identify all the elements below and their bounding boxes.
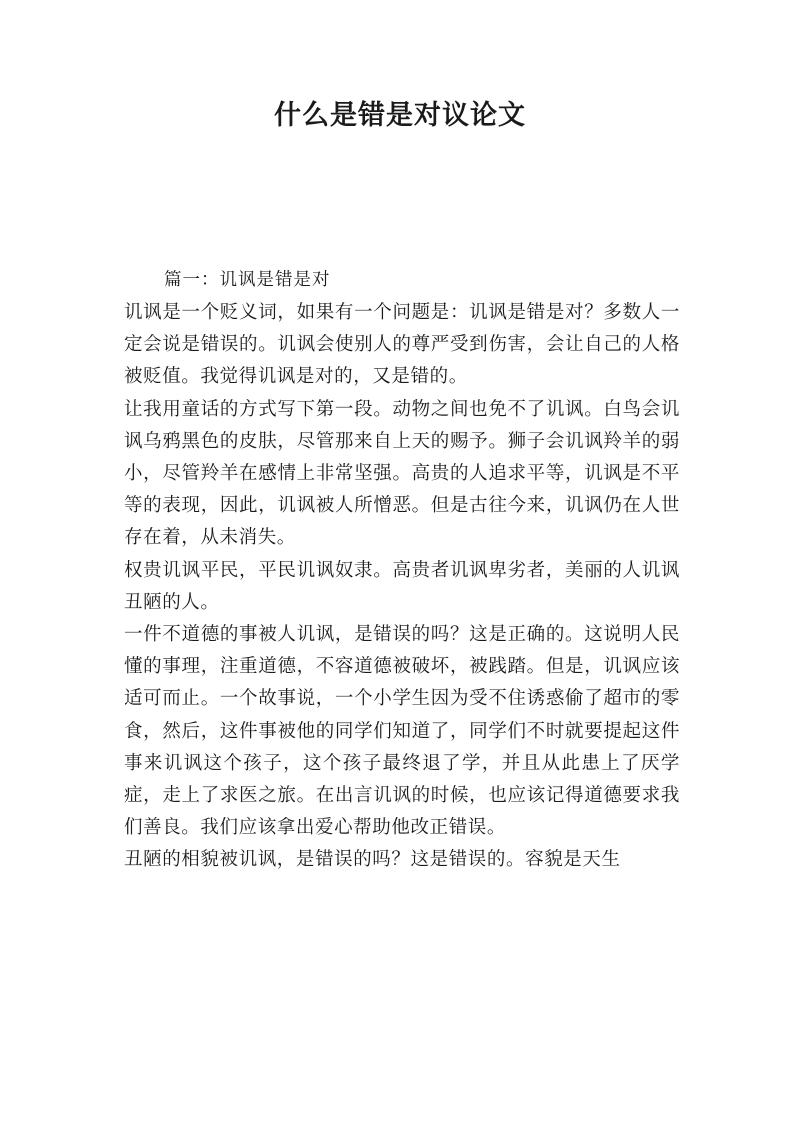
paragraph: 让我用童话的方式写下第一段。动物之间也免不了讥讽。白鸟会讥讽乌鸦黑色的皮肤，尽管那来自上天的赐予。狮子会讥讽羚羊的弱小，尽管羚羊在感情上非常坚强。高贵的人追求平等，讥讽是不平等的表现，因此，讥讽被人所憎恶。但是古往今来，讥讽仍在人世存在着，从未消失。: [124, 398, 680, 549]
document-title: 什么是错是对议论文: [274, 100, 526, 131]
paragraph: 一件不道德的事被人讥讽，是错误的吗？这是正确的。这说明人民懂的事理，注重道德，不容道德被破坏，被践踏。但是，讥讽应该适可而止。一个故事说，一个小学生因为受不住诱惑偷了超市的零食，然后，这件事被他的同学们知道了，同学们不时就要提起这件事来讥讽这个孩子，这个孩子最终退了学，并且从此患上了厌学症，走上了求医之旅。在出言讥讽的时候，也应该记得道德要求我们善良。我们应该拿出爱心帮助他改正错误。: [124, 624, 680, 839]
section-heading: 篇一：讥讽是错是对: [164, 270, 331, 290]
paragraph: 讥讽是一个贬义词，如果有一个问题是：讥讽是错是对？多数人一定会说是错误的。讥讽会使别人的尊严受到伤害，会让自己的人格被贬值。我觉得讥讽是对的，又是错的。: [124, 302, 680, 388]
paragraph: 丑陋的相貌被讥讽，是错误的吗？这是错误的。容貌是天生: [124, 849, 621, 871]
document-body: [124, 297, 680, 877]
paragraph: 权贵讥讽平民，平民讥讽奴隶。高贵者讥讽卑劣者，美丽的人讥讽丑陋的人。: [124, 559, 680, 613]
